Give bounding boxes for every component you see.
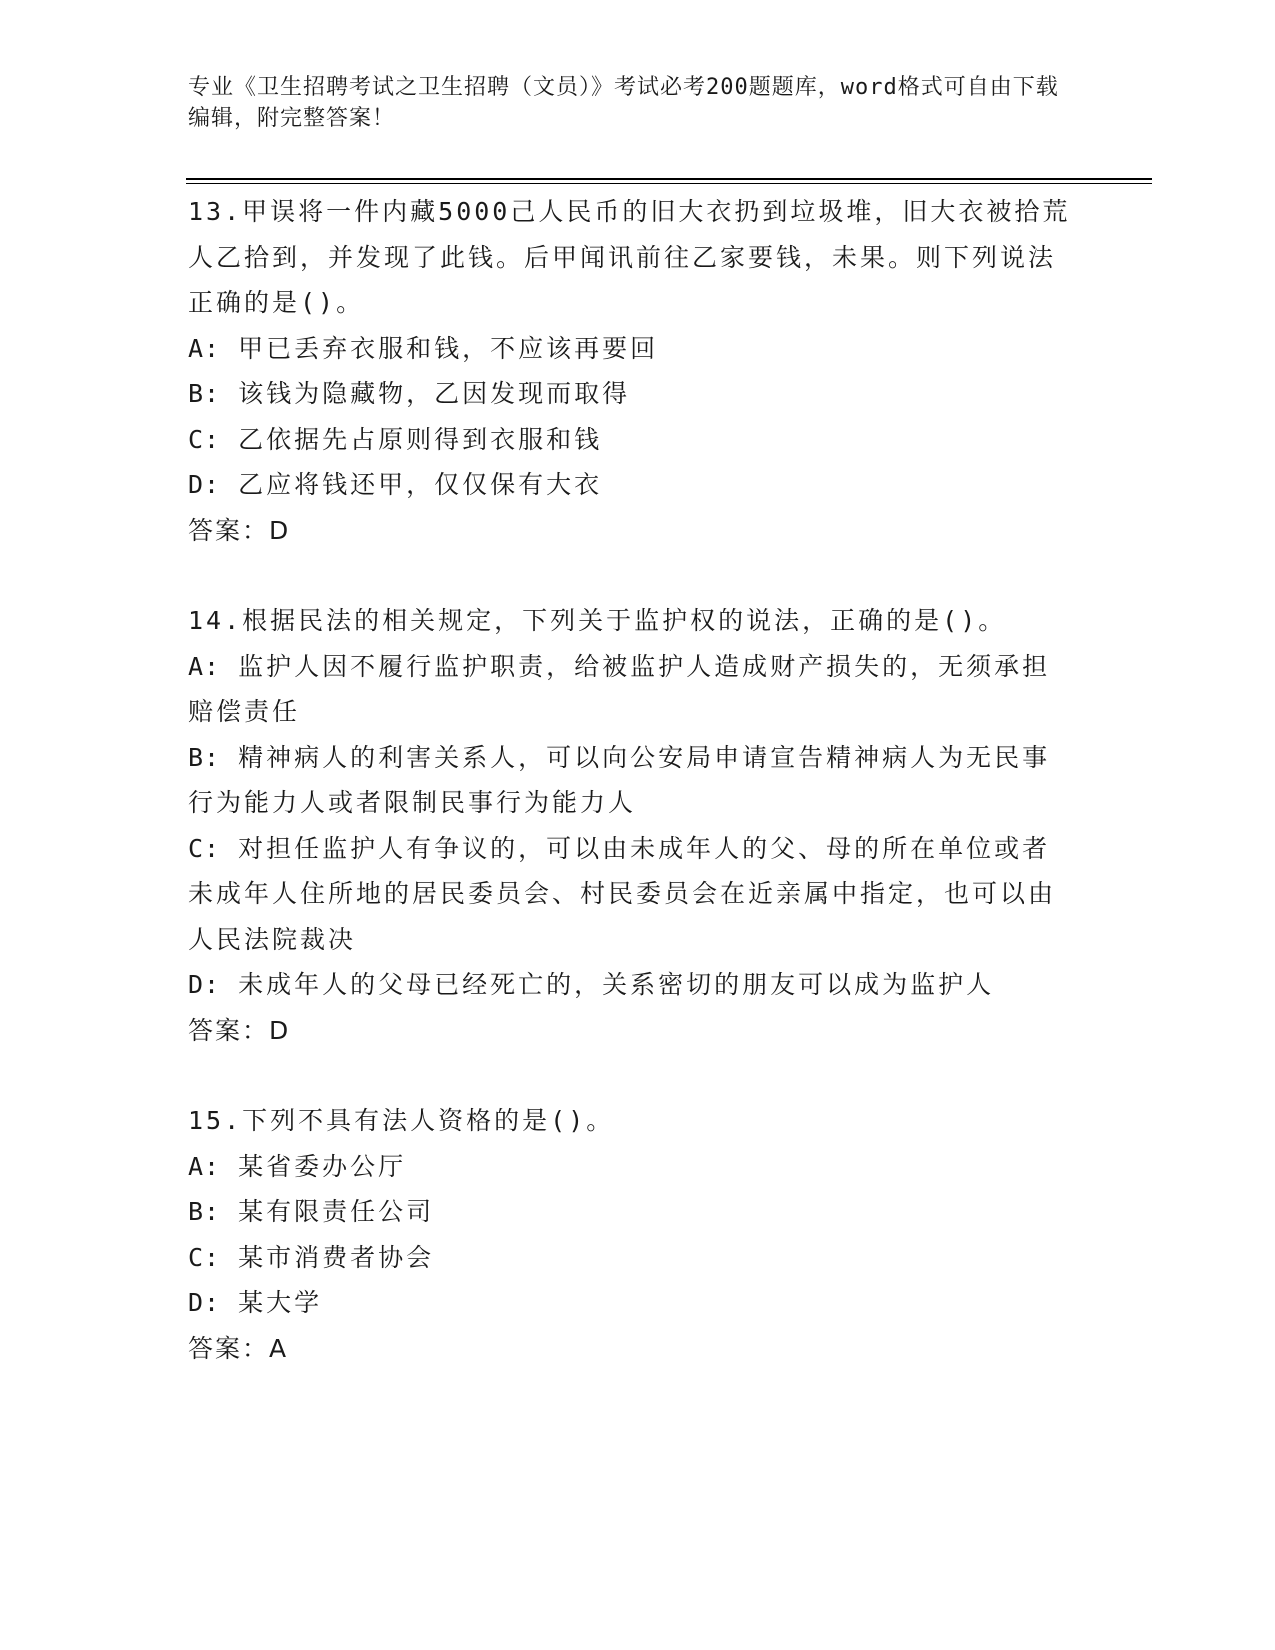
option-b — [188, 1189, 1078, 1235]
header-divider-thick — [186, 178, 1152, 180]
option-label: D: — [188, 470, 221, 499]
option-label: D: — [188, 1288, 221, 1317]
option-label: A: — [188, 651, 221, 681]
option-text: 乙应将钱还甲，仅仅保有大衣 — [238, 470, 603, 499]
option-label: C: — [188, 833, 221, 863]
option-label: A: — [188, 1151, 221, 1181]
option-text: 乙依据先占原则得到衣服和钱 — [238, 424, 603, 454]
option-label: C: — [188, 1242, 221, 1272]
option-a — [188, 326, 1078, 372]
question-13 — [188, 189, 1078, 553]
question-stem: 13.甲误将一件内藏5000己人民币的旧大衣扔到垃圾堆，旧大衣被拾荒人乙拾到，并发现了此钱。后甲闻讯前往乙家要钱，未果。则下列说法正确的是()。 — [188, 197, 1071, 317]
option-text: 该钱为隐藏物，乙因发现而取得 — [238, 379, 631, 408]
option-c — [188, 826, 1078, 963]
option-label: B: — [188, 1197, 221, 1226]
document-header: 专业《卫生招聘考试之卫生招聘（文员）》考试必考200题题库，word格式可自由下载编辑，附完整答案！ — [188, 75, 1059, 131]
option-text: 精神病人的利害关系人，可以向公安局申请宣告精神病人为无民事行为能力人或者限制民事行为能力人 — [188, 742, 1051, 817]
option-text: 监护人因不履行监护职责，给被监护人造成财产损失的，无须承担赔偿责任 — [188, 651, 1051, 726]
option-a — [188, 1144, 1078, 1190]
option-text: 某大学 — [238, 1288, 323, 1317]
answer-line: 答案：A — [188, 1333, 289, 1363]
option-label: C: — [188, 424, 221, 454]
option-label: A: — [188, 333, 221, 363]
option-b — [188, 735, 1078, 826]
question-14 — [188, 598, 1078, 1053]
option-a — [188, 644, 1078, 735]
header-divider-thin — [186, 183, 1152, 184]
option-text: 未成年人的父母已经死亡的，关系密切的朋友可以成为监护人 — [238, 970, 995, 999]
option-label: B: — [188, 379, 221, 408]
question-stem: 14.根据民法的相关规定，下列关于监护权的说法，正确的是()。 — [188, 606, 1007, 635]
option-label: D: — [188, 970, 221, 999]
question-stem: 15.下列不具有法人资格的是()。 — [188, 1106, 615, 1135]
option-text: 某市消费者协会 — [238, 1242, 435, 1272]
answer-line: 答案：D — [188, 515, 291, 545]
option-c — [188, 417, 1078, 463]
option-text: 某省委办公厅 — [238, 1151, 407, 1181]
option-text: 对担任监护人有争议的，可以由未成年人的父、母的所在单位或者未成年人住所地的居民委员会、村民委员会在近亲属中指定，也可以由人民法院裁决 — [188, 833, 1057, 954]
option-d — [188, 1280, 1078, 1326]
option-b — [188, 371, 1078, 417]
option-d — [188, 462, 1078, 508]
option-label: B: — [188, 742, 221, 772]
answer-line: 答案：D — [188, 1015, 291, 1045]
question-15 — [188, 1098, 1078, 1371]
option-text: 甲已丢弃衣服和钱，不应该再要回 — [238, 333, 659, 363]
option-text: 某有限责任公司 — [238, 1197, 435, 1226]
option-d — [188, 962, 1078, 1008]
option-c — [188, 1235, 1078, 1281]
question-list — [188, 189, 1078, 1371]
